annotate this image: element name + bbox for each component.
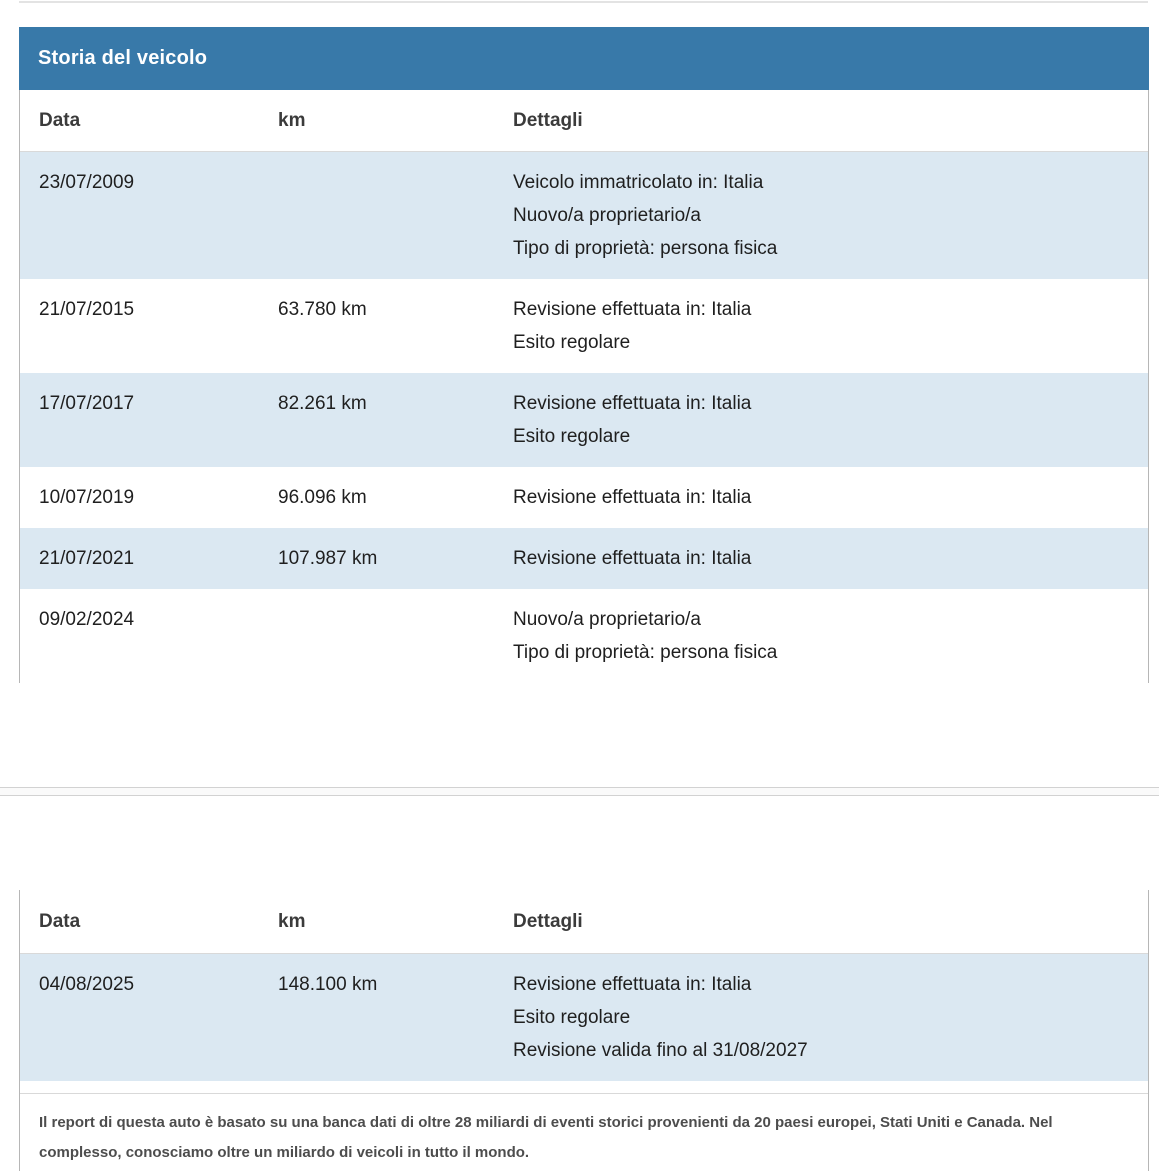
detail-line: Revisione effettuata in: Italia [513, 487, 752, 508]
card-header [19, 27, 1149, 90]
cell-details [513, 542, 1148, 575]
column-header-data: Data [39, 911, 81, 932]
vehicle-history-card [19, 27, 1149, 683]
detail-line: Esito regolare [513, 426, 631, 447]
cell-km: 82.261 km [278, 393, 367, 414]
column-header-km: km [278, 110, 306, 131]
cell-details [513, 481, 1148, 514]
data-coverage-note: Il report di questa auto è basato su una banca dati di oltre 28 miliardi di eventi storici provenienti da 20 paesi europei, Stati Uniti e Canada. Nel complesso, conosciamo oltre un miliardo di veicoli in tutto il mondo. [20, 1093, 1148, 1171]
cell-km [278, 603, 513, 669]
detail-line: Veicolo immatricolato in: Italia [513, 172, 764, 193]
table-row [20, 467, 1148, 528]
table-header-row [20, 90, 1148, 152]
cell-details [513, 968, 1148, 1067]
cell-date: 21/07/2021 [39, 548, 135, 569]
detail-line: Revisione valida fino al 31/08/2027 [513, 1040, 808, 1061]
detail-line: Revisione effettuata in: Italia [513, 548, 752, 569]
cell-date: 10/07/2019 [39, 487, 135, 508]
cell-details [513, 387, 1148, 453]
cell-date: 23/07/2009 [39, 172, 135, 193]
top-divider [19, 1, 1148, 3]
cell-km [278, 166, 513, 265]
section-divider [0, 787, 1159, 796]
table-row [20, 152, 1148, 279]
table-row [20, 954, 1148, 1081]
inspection-table [19, 890, 1149, 1171]
table-header-row [20, 890, 1148, 954]
row-gap [20, 1081, 1148, 1093]
cell-details [513, 603, 1148, 669]
inspection-history-card [19, 890, 1149, 1171]
detail-line: Revisione effettuata in: Italia [513, 974, 752, 995]
cell-km: 107.987 km [278, 548, 378, 569]
cell-date: 21/07/2015 [39, 299, 135, 320]
cell-details [513, 166, 1148, 265]
table-row [20, 589, 1148, 683]
card-title: Storia del veicolo [38, 47, 208, 69]
column-header-km: km [278, 911, 306, 932]
cell-date: 17/07/2017 [39, 393, 135, 414]
history-table-rows [20, 152, 1148, 683]
table-row [20, 528, 1148, 589]
column-header-data: Data [39, 110, 81, 131]
detail-line: Esito regolare [513, 332, 631, 353]
detail-line: Tipo di proprietà: persona fisica [513, 238, 778, 259]
column-header-dettagli: Dettagli [513, 911, 583, 932]
inspection-table-rows [20, 954, 1148, 1081]
detail-line: Revisione effettuata in: Italia [513, 299, 752, 320]
detail-line: Nuovo/a proprietario/a [513, 205, 701, 226]
cell-km: 148.100 km [278, 974, 378, 995]
detail-line: Revisione effettuata in: Italia [513, 393, 752, 414]
cell-date: 04/08/2025 [39, 974, 135, 995]
cell-details [513, 293, 1148, 359]
cell-date: 09/02/2024 [39, 609, 135, 630]
cell-km: 63.780 km [278, 299, 367, 320]
history-table [19, 90, 1149, 683]
table-row [20, 279, 1148, 373]
detail-line: Nuovo/a proprietario/a [513, 609, 701, 630]
detail-line: Tipo di proprietà: persona fisica [513, 642, 778, 663]
column-header-dettagli: Dettagli [513, 110, 583, 131]
detail-line: Esito regolare [513, 1007, 631, 1028]
cell-km: 96.096 km [278, 487, 367, 508]
table-row [20, 373, 1148, 467]
